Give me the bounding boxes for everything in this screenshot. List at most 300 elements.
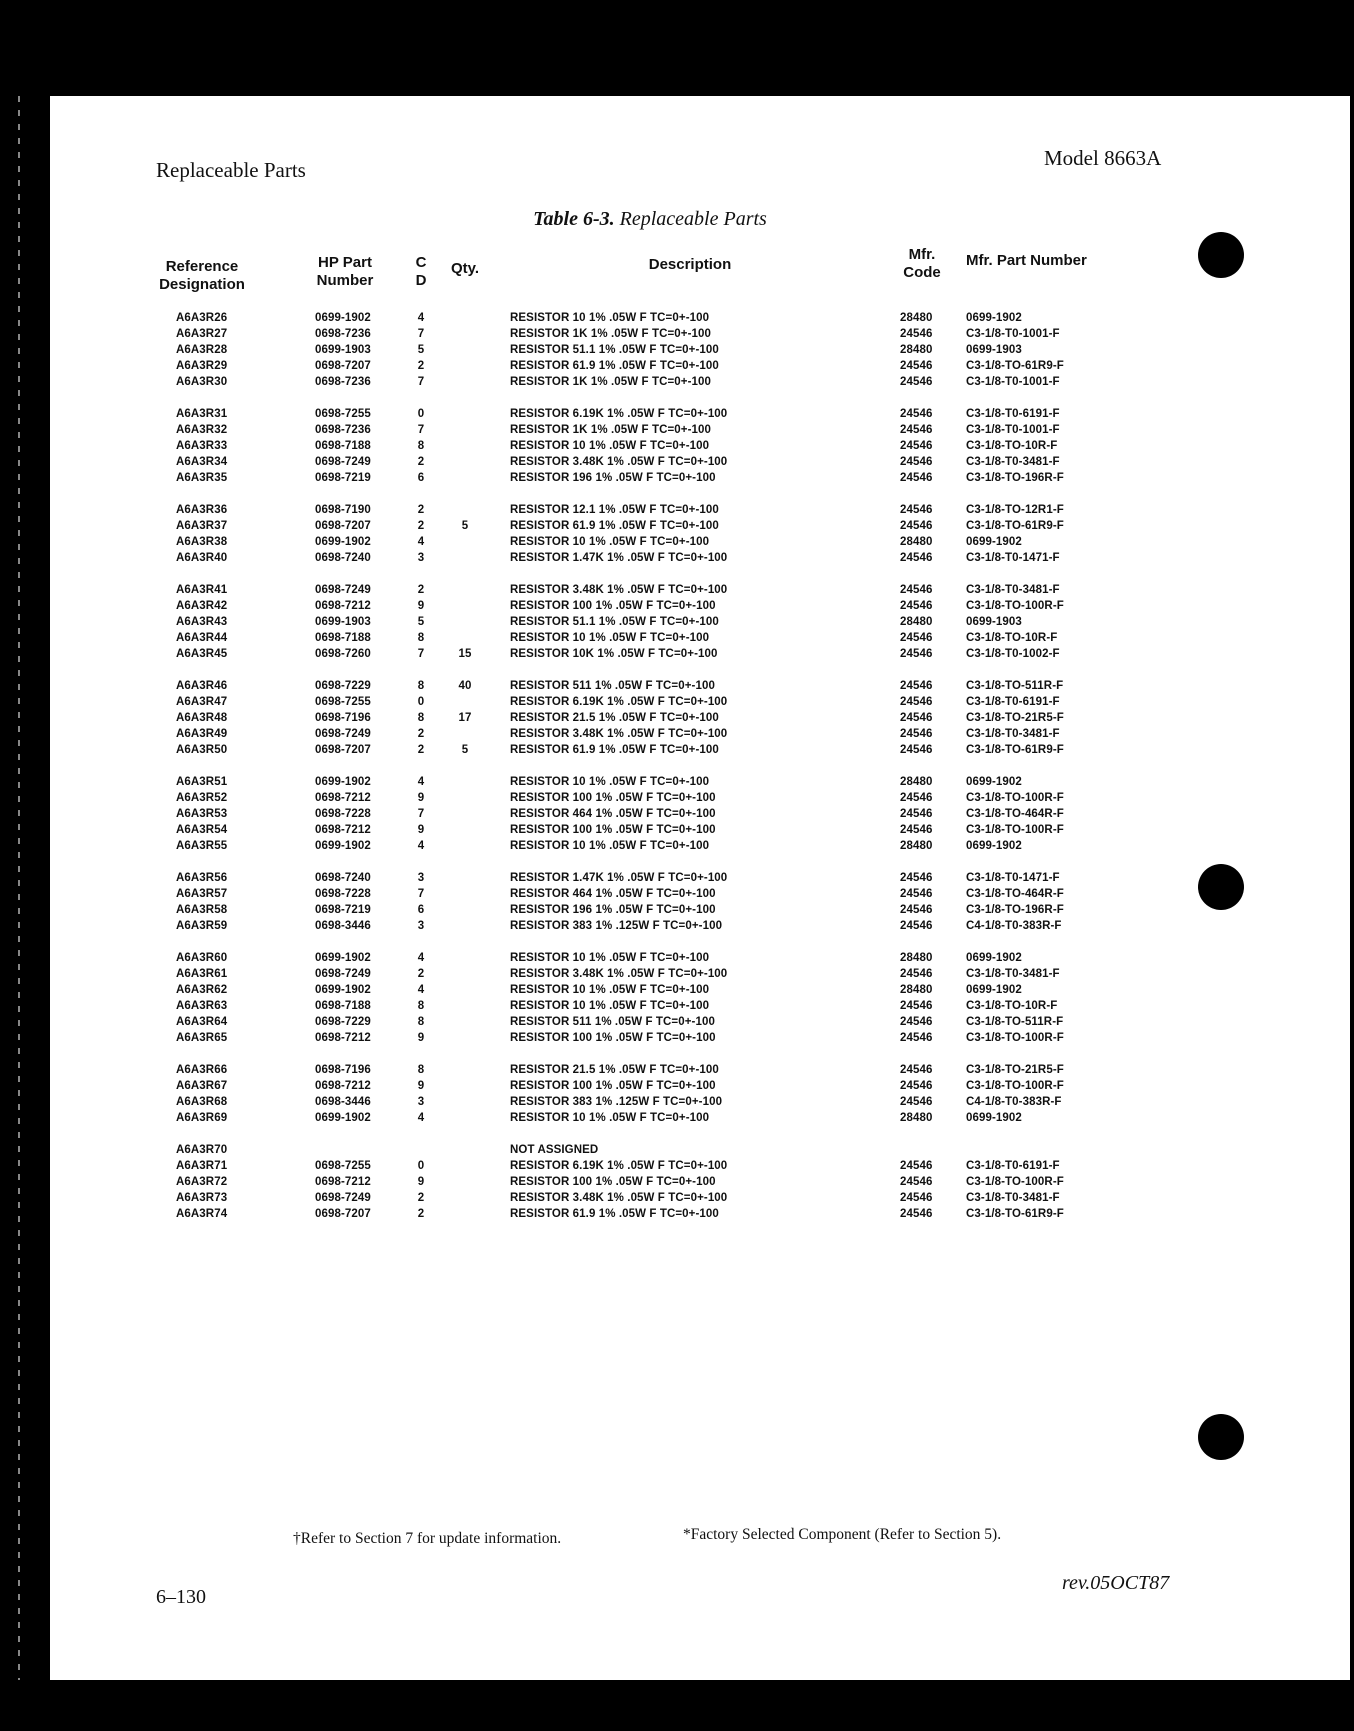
mfr-code: 24546	[900, 744, 933, 756]
description: RESISTOR 100 1% .05W F TC=0+-100	[510, 792, 716, 804]
mfr-code: 24546	[900, 824, 933, 836]
mfr-part-number: C3-1/8-TO-100R-F	[966, 600, 1064, 612]
reference-designation: A6A3R38	[176, 536, 228, 548]
hp-part-number: 0698-7188	[315, 632, 371, 644]
reference-designation: A6A3R26	[176, 312, 228, 324]
mfr-code: 24546	[900, 328, 933, 340]
description: RESISTOR 196 1% .05W F TC=0+-100	[510, 904, 716, 916]
description: RESISTOR 51.1 1% .05W F TC=0+-100	[510, 344, 719, 356]
mfr-code: 28480	[900, 776, 933, 788]
mfr-part-number: 0699-1902	[966, 536, 1022, 548]
mfr-part-number: C3-1/8-T0-1002-F	[966, 648, 1060, 660]
mfr-code: 24546	[900, 584, 933, 596]
description: RESISTOR 464 1% .05W F TC=0+-100	[510, 888, 716, 900]
mfr-code: 24546	[900, 600, 933, 612]
description: RESISTOR 1K 1% .05W F TC=0+-100	[510, 424, 712, 436]
description: RESISTOR 61.9 1% .05W F TC=0+-100	[510, 360, 719, 372]
hp-part-number: 0698-7188	[315, 1000, 371, 1012]
cd-code: 3	[417, 872, 425, 884]
binder-hole-icon	[1198, 232, 1244, 278]
mfr-part-number: C3-1/8-TO-21R5-F	[966, 1064, 1064, 1076]
description: RESISTOR 21.5 1% .05W F TC=0+-100	[510, 1064, 719, 1076]
reference-designation: A6A3R62	[176, 984, 228, 996]
reference-designation: A6A3R47	[176, 696, 228, 708]
reference-designation: A6A3R31	[176, 408, 228, 420]
table-title	[430, 208, 870, 231]
description: RESISTOR 1K 1% .05W F TC=0+-100	[510, 376, 712, 388]
cd-code: 8	[417, 1000, 425, 1012]
description: RESISTOR 10 1% .05W F TC=0+-100	[510, 632, 710, 644]
hp-part-number: 0699-1902	[315, 984, 371, 996]
mfr-part-number: C3-1/8-TO-196R-F	[966, 472, 1064, 484]
mfr-code: 24546	[900, 1080, 933, 1092]
mfr-part-number: C3-1/8-TO-464R-F	[966, 888, 1064, 900]
reference-designation: A6A3R73	[176, 1192, 228, 1204]
mfr-part-number: C3-1/8-T0-1471-F	[966, 552, 1060, 564]
cd-code: 7	[417, 888, 425, 900]
cd-code: 2	[417, 504, 425, 516]
mfr-code: 24546	[900, 904, 933, 916]
quantity: 15	[458, 648, 472, 660]
description: RESISTOR 10 1% .05W F TC=0+-100	[510, 536, 710, 548]
reference-designation: A6A3R63	[176, 1000, 228, 1012]
hp-part-number: 0698-7207	[315, 360, 371, 372]
hp-part-number: 0698-7190	[315, 504, 371, 516]
hp-part-number: 0698-7228	[315, 888, 371, 900]
mfr-code: 28480	[900, 344, 933, 356]
mfr-part-number: C3-1/8-T0-6191-F	[966, 1160, 1060, 1172]
mfr-code: 24546	[900, 1064, 933, 1076]
mfr-part-number: C4-1/8-T0-383R-F	[966, 1096, 1062, 1108]
mfr-code: 28480	[900, 952, 933, 964]
mfr-part-number: C3-1/8-TO-100R-F	[966, 1176, 1064, 1188]
hp-part-number: 0698-7212	[315, 600, 371, 612]
mfr-part-number: C3-1/8-TO-10R-F	[966, 632, 1058, 644]
description: RESISTOR 10 1% .05W F TC=0+-100	[510, 952, 710, 964]
reference-designation: A6A3R74	[176, 1208, 228, 1220]
description: RESISTOR 10 1% .05W F TC=0+-100	[510, 840, 710, 852]
reference-designation: A6A3R42	[176, 600, 228, 612]
reference-designation: A6A3R58	[176, 904, 228, 916]
mfr-code: 24546	[900, 376, 933, 388]
cd-code: 7	[417, 328, 425, 340]
description: RESISTOR 383 1% .125W F TC=0+-100	[510, 920, 723, 932]
cd-code: 4	[417, 952, 425, 964]
hp-part-number: 0698-7236	[315, 376, 371, 388]
mfr-code: 24546	[900, 920, 933, 932]
page-number: 6–130	[156, 1586, 206, 1608]
col-hp-part-number: HP Part Number	[316, 254, 374, 289]
mfr-part-number: C3-1/8-T0-1471-F	[966, 872, 1060, 884]
reference-designation: A6A3R54	[176, 824, 228, 836]
description: RESISTOR 383 1% .125W F TC=0+-100	[510, 1096, 723, 1108]
mfr-part-number: C3-1/8-T0-3481-F	[966, 456, 1060, 468]
reference-designation: A6A3R33	[176, 440, 228, 452]
description: RESISTOR 100 1% .05W F TC=0+-100	[510, 600, 716, 612]
mfr-code: 24546	[900, 456, 933, 468]
mfr-part-number: 0699-1903	[966, 616, 1022, 628]
reference-designation: A6A3R43	[176, 616, 228, 628]
table-title-number: Table 6-3.	[533, 208, 615, 230]
mfr-code: 24546	[900, 440, 933, 452]
reference-designation: A6A3R50	[176, 744, 228, 756]
binder-hole-icon	[1198, 1414, 1244, 1460]
mfr-code: 24546	[900, 520, 933, 532]
col-reference-designation: Reference Designation	[159, 258, 245, 293]
mfr-code: 24546	[900, 360, 933, 372]
reference-designation: A6A3R64	[176, 1016, 228, 1028]
mfr-part-number: C3-1/8-T0-1001-F	[966, 328, 1060, 340]
hp-part-number: 0698-7236	[315, 424, 371, 436]
mfr-code: 24546	[900, 504, 933, 516]
mfr-code: 24546	[900, 712, 933, 724]
reference-designation: A6A3R27	[176, 328, 228, 340]
reference-designation: A6A3R49	[176, 728, 228, 740]
binder-hole-icon	[1198, 864, 1244, 910]
quantity: 40	[458, 680, 472, 692]
reference-designation: A6A3R37	[176, 520, 228, 532]
mfr-code: 24546	[900, 1208, 933, 1220]
cd-code: 5	[417, 616, 425, 628]
quantity: 17	[458, 712, 472, 724]
hp-part-number: 0698-7188	[315, 440, 371, 452]
description: RESISTOR 3.48K 1% .05W F TC=0+-100	[510, 1192, 728, 1204]
mfr-code: 24546	[900, 680, 933, 692]
mfr-code: 24546	[900, 1000, 933, 1012]
mfr-code: 28480	[900, 616, 933, 628]
cd-code: 3	[417, 552, 425, 564]
reference-designation: A6A3R60	[176, 952, 228, 964]
hp-part-number: 0698-7196	[315, 712, 371, 724]
reference-designation: A6A3R70	[176, 1144, 228, 1156]
cd-code: 0	[417, 1160, 425, 1172]
cd-code: 2	[417, 360, 425, 372]
hp-part-number: 0699-1902	[315, 776, 371, 788]
reference-designation: A6A3R65	[176, 1032, 228, 1044]
mfr-part-number: 0699-1903	[966, 344, 1022, 356]
hp-part-number: 0698-7240	[315, 552, 371, 564]
hp-part-number: 0698-7212	[315, 1032, 371, 1044]
cd-code: 0	[417, 408, 425, 420]
mfr-part-number: C3-1/8-TO-196R-F	[966, 904, 1064, 916]
mfr-code: 24546	[900, 696, 933, 708]
hp-part-number: 0698-7229	[315, 680, 371, 692]
hp-part-number: 0698-3446	[315, 1096, 371, 1108]
cd-code: 7	[417, 376, 425, 388]
cd-code: 4	[417, 840, 425, 852]
mfr-code: 24546	[900, 872, 933, 884]
mfr-part-number: C3-1/8-T0-1001-F	[966, 376, 1060, 388]
description: RESISTOR 10 1% .05W F TC=0+-100	[510, 776, 710, 788]
col-mfr-code: Mfr. Code	[903, 246, 941, 281]
cd-code: 5	[417, 344, 425, 356]
hp-part-number: 0698-7255	[315, 696, 371, 708]
description: RESISTOR 10 1% .05W F TC=0+-100	[510, 440, 710, 452]
description: RESISTOR 61.9 1% .05W F TC=0+-100	[510, 520, 719, 532]
mfr-part-number: C3-1/8-TO-61R9-F	[966, 1208, 1064, 1220]
revision-date: rev.05OCT87	[1062, 1572, 1170, 1594]
description: RESISTOR 10K 1% .05W F TC=0+-100	[510, 648, 718, 660]
mfr-code: 24546	[900, 1192, 933, 1204]
description: RESISTOR 10 1% .05W F TC=0+-100	[510, 312, 710, 324]
description: RESISTOR 3.48K 1% .05W F TC=0+-100	[510, 456, 728, 468]
hp-part-number: 0698-7207	[315, 744, 371, 756]
mfr-part-number: C3-1/8-T0-6191-F	[966, 696, 1060, 708]
footnote-factory-selected: *Factory Selected Component (Refer to Section 5).	[683, 1526, 1002, 1543]
hp-part-number: 0698-7249	[315, 1192, 371, 1204]
description: RESISTOR 12.1 1% .05W F TC=0+-100	[510, 504, 719, 516]
mfr-part-number: C3-1/8-T0-3481-F	[966, 968, 1060, 980]
cd-code: 2	[417, 584, 425, 596]
description: RESISTOR 10 1% .05W F TC=0+-100	[510, 1000, 710, 1012]
reference-designation: A6A3R59	[176, 920, 228, 932]
reference-designation: A6A3R51	[176, 776, 228, 788]
mfr-code: 24546	[900, 408, 933, 420]
mfr-part-number: 0699-1902	[966, 312, 1022, 324]
mfr-code: 24546	[900, 968, 933, 980]
hp-part-number: 0698-7255	[315, 408, 371, 420]
mfr-part-number: C3-1/8-TO-464R-F	[966, 808, 1064, 820]
cd-code: 8	[417, 632, 425, 644]
mfr-part-number: 0699-1902	[966, 1112, 1022, 1124]
hp-part-number: 0698-7236	[315, 328, 371, 340]
mfr-part-number: C3-1/8-T0-3481-F	[966, 728, 1060, 740]
mfr-part-number: C4-1/8-T0-383R-F	[966, 920, 1062, 932]
mfr-code: 28480	[900, 1112, 933, 1124]
mfr-part-number: 0699-1902	[966, 840, 1022, 852]
mfr-code: 24546	[900, 888, 933, 900]
description: RESISTOR 6.19K 1% .05W F TC=0+-100	[510, 1160, 728, 1172]
table-title-text: Replaceable Parts	[614, 208, 767, 230]
cd-code: 7	[417, 424, 425, 436]
reference-designation: A6A3R61	[176, 968, 228, 980]
hp-part-number: 0698-7260	[315, 648, 371, 660]
hp-part-number: 0698-7212	[315, 1176, 371, 1188]
description: RESISTOR 10 1% .05W F TC=0+-100	[510, 1112, 710, 1124]
mfr-code: 24546	[900, 1032, 933, 1044]
hp-part-number: 0698-7212	[315, 1080, 371, 1092]
reference-designation: A6A3R30	[176, 376, 228, 388]
reference-designation: A6A3R71	[176, 1160, 228, 1172]
description: RESISTOR 10 1% .05W F TC=0+-100	[510, 984, 710, 996]
description: RESISTOR 3.48K 1% .05W F TC=0+-100	[510, 968, 728, 980]
reference-designation: A6A3R29	[176, 360, 228, 372]
mfr-code: 24546	[900, 472, 933, 484]
hp-part-number: 0699-1902	[315, 952, 371, 964]
description: RESISTOR 61.9 1% .05W F TC=0+-100	[510, 744, 719, 756]
hp-part-number: 0699-1902	[315, 840, 371, 852]
mfr-part-number: C3-1/8-TO-100R-F	[966, 824, 1064, 836]
cd-code: 8	[417, 1016, 425, 1028]
hp-part-number: 0699-1902	[315, 1112, 371, 1124]
description: RESISTOR 196 1% .05W F TC=0+-100	[510, 472, 716, 484]
reference-designation: A6A3R35	[176, 472, 228, 484]
mfr-part-number: C3-1/8-TO-100R-F	[966, 1080, 1064, 1092]
reference-designation: A6A3R72	[176, 1176, 228, 1188]
cd-code: 2	[417, 1192, 425, 1204]
mfr-code: 24546	[900, 1096, 933, 1108]
hp-part-number: 0698-7207	[315, 1208, 371, 1220]
reference-designation: A6A3R28	[176, 344, 228, 356]
mfr-part-number: C3-1/8-TO-511R-F	[966, 1016, 1064, 1028]
description: RESISTOR 6.19K 1% .05W F TC=0+-100	[510, 696, 728, 708]
mfr-part-number: C3-1/8-TO-61R9-F	[966, 520, 1064, 532]
reference-designation: A6A3R57	[176, 888, 228, 900]
mfr-code: 24546	[900, 648, 933, 660]
mfr-part-number: 0699-1902	[966, 776, 1022, 788]
col-qty: Qty.	[450, 260, 480, 277]
mfr-part-number: C3-1/8-TO-100R-F	[966, 792, 1064, 804]
description: RESISTOR 100 1% .05W F TC=0+-100	[510, 1176, 716, 1188]
cd-code: 3	[417, 1096, 425, 1108]
mfr-part-number: C3-1/8-TO-100R-F	[966, 1032, 1064, 1044]
hp-part-number: 0698-7219	[315, 904, 371, 916]
cd-code: 7	[417, 648, 425, 660]
mfr-part-number: C3-1/8-T0-1001-F	[966, 424, 1060, 436]
cd-code: 2	[417, 968, 425, 980]
description: RESISTOR 21.5 1% .05W F TC=0+-100	[510, 712, 719, 724]
cd-code: 9	[417, 792, 425, 804]
mfr-part-number: 0699-1902	[966, 952, 1022, 964]
document-page	[50, 96, 1350, 1680]
col-mfr-part-number: Mfr. Part Number	[966, 252, 1087, 269]
cd-code: 8	[417, 1064, 425, 1076]
cd-code: 9	[417, 600, 425, 612]
description: RESISTOR 100 1% .05W F TC=0+-100	[510, 1032, 716, 1044]
hp-part-number: 0699-1902	[315, 536, 371, 548]
mfr-part-number: C3-1/8-TO-10R-F	[966, 1000, 1058, 1012]
description: RESISTOR 511 1% .05W F TC=0+-100	[510, 680, 715, 692]
reference-designation: A6A3R41	[176, 584, 228, 596]
mfr-code: 28480	[900, 840, 933, 852]
cd-code: 2	[417, 744, 425, 756]
description: RESISTOR 1K 1% .05W F TC=0+-100	[510, 328, 712, 340]
hp-part-number: 0698-7196	[315, 1064, 371, 1076]
hp-part-number: 0698-7249	[315, 456, 371, 468]
mfr-code: 24546	[900, 424, 933, 436]
description: RESISTOR 464 1% .05W F TC=0+-100	[510, 808, 716, 820]
reference-designation: A6A3R56	[176, 872, 228, 884]
description: RESISTOR 61.9 1% .05W F TC=0+-100	[510, 1208, 719, 1220]
cd-code: 2	[417, 520, 425, 532]
hp-part-number: 0699-1903	[315, 616, 371, 628]
mfr-part-number: C3-1/8-TO-61R9-F	[966, 360, 1064, 372]
cd-code: 4	[417, 984, 425, 996]
cd-code: 8	[417, 712, 425, 724]
cd-code: 9	[417, 1032, 425, 1044]
description: RESISTOR 3.48K 1% .05W F TC=0+-100	[510, 584, 728, 596]
hp-part-number: 0698-7229	[315, 1016, 371, 1028]
cd-code: 2	[417, 1208, 425, 1220]
footnote-update-info: †Refer to Section 7 for update information.	[293, 1530, 562, 1547]
hp-part-number: 0698-7228	[315, 808, 371, 820]
cd-code: 4	[417, 312, 425, 324]
reference-designation: A6A3R40	[176, 552, 228, 564]
reference-designation: A6A3R32	[176, 424, 228, 436]
description: RESISTOR 6.19K 1% .05W F TC=0+-100	[510, 408, 728, 420]
reference-designation: A6A3R53	[176, 808, 228, 820]
mfr-part-number: C3-1/8-TO-10R-F	[966, 440, 1058, 452]
hp-part-number: 0698-7255	[315, 1160, 371, 1172]
hp-part-number: 0698-3446	[315, 920, 371, 932]
mfr-code: 24546	[900, 728, 933, 740]
mfr-code: 24546	[900, 808, 933, 820]
description: RESISTOR 1.47K 1% .05W F TC=0+-100	[510, 552, 728, 564]
quantity: 5	[461, 520, 469, 532]
reference-designation: A6A3R69	[176, 1112, 228, 1124]
reference-designation: A6A3R48	[176, 712, 228, 724]
cd-code: 9	[417, 824, 425, 836]
cd-code: 2	[417, 728, 425, 740]
hp-part-number: 0698-7249	[315, 968, 371, 980]
mfr-part-number: C3-1/8-T0-3481-F	[966, 584, 1060, 596]
hp-part-number: 0699-1902	[315, 312, 371, 324]
hp-part-number: 0698-7240	[315, 872, 371, 884]
description: RESISTOR 100 1% .05W F TC=0+-100	[510, 1080, 716, 1092]
description: RESISTOR 1.47K 1% .05W F TC=0+-100	[510, 872, 728, 884]
reference-designation: A6A3R44	[176, 632, 228, 644]
cd-code: 6	[417, 472, 425, 484]
reference-designation: A6A3R34	[176, 456, 228, 468]
mfr-part-number: C3-1/8-TO-511R-F	[966, 680, 1064, 692]
cd-code: 7	[417, 808, 425, 820]
mfr-code: 24546	[900, 1016, 933, 1028]
hp-part-number: 0698-7207	[315, 520, 371, 532]
model-header: Model 8663A	[1044, 146, 1162, 170]
description: RESISTOR 3.48K 1% .05W F TC=0+-100	[510, 728, 728, 740]
scan-edge-marks	[18, 96, 20, 1680]
cd-code: 2	[417, 456, 425, 468]
col-cd: C D	[415, 254, 427, 289]
mfr-part-number: C3-1/8-T0-6191-F	[966, 408, 1060, 420]
mfr-code: 24546	[900, 1176, 933, 1188]
cd-code: 4	[417, 1112, 425, 1124]
hp-part-number: 0698-7219	[315, 472, 371, 484]
mfr-code: 24546	[900, 552, 933, 564]
mfr-code: 28480	[900, 536, 933, 548]
mfr-part-number: C3-1/8-TO-12R1-F	[966, 504, 1064, 516]
reference-designation: A6A3R46	[176, 680, 228, 692]
reference-designation: A6A3R66	[176, 1064, 228, 1076]
cd-code: 9	[417, 1176, 425, 1188]
hp-part-number: 0698-7249	[315, 584, 371, 596]
cd-code: 3	[417, 920, 425, 932]
mfr-code: 28480	[900, 984, 933, 996]
mfr-part-number: C3-1/8-T0-3481-F	[966, 1192, 1060, 1204]
reference-designation: A6A3R68	[176, 1096, 228, 1108]
hp-part-number: 0699-1903	[315, 344, 371, 356]
cd-code: 4	[417, 776, 425, 788]
description: RESISTOR 100 1% .05W F TC=0+-100	[510, 824, 716, 836]
cd-code: 4	[417, 536, 425, 548]
cd-code: 6	[417, 904, 425, 916]
mfr-code: 24546	[900, 632, 933, 644]
mfr-code: 24546	[900, 1160, 933, 1172]
mfr-code: 28480	[900, 312, 933, 324]
section-header: Replaceable Parts	[156, 158, 306, 182]
reference-designation: A6A3R52	[176, 792, 228, 804]
hp-part-number: 0698-7212	[315, 824, 371, 836]
reference-designation: A6A3R67	[176, 1080, 228, 1092]
cd-code: 9	[417, 1080, 425, 1092]
description: NOT ASSIGNED	[510, 1144, 599, 1156]
description: RESISTOR 51.1 1% .05W F TC=0+-100	[510, 616, 719, 628]
col-description: Description	[648, 256, 732, 273]
hp-part-number: 0698-7249	[315, 728, 371, 740]
reference-designation: A6A3R45	[176, 648, 228, 660]
mfr-part-number: C3-1/8-TO-61R9-F	[966, 744, 1064, 756]
reference-designation: A6A3R36	[176, 504, 228, 516]
